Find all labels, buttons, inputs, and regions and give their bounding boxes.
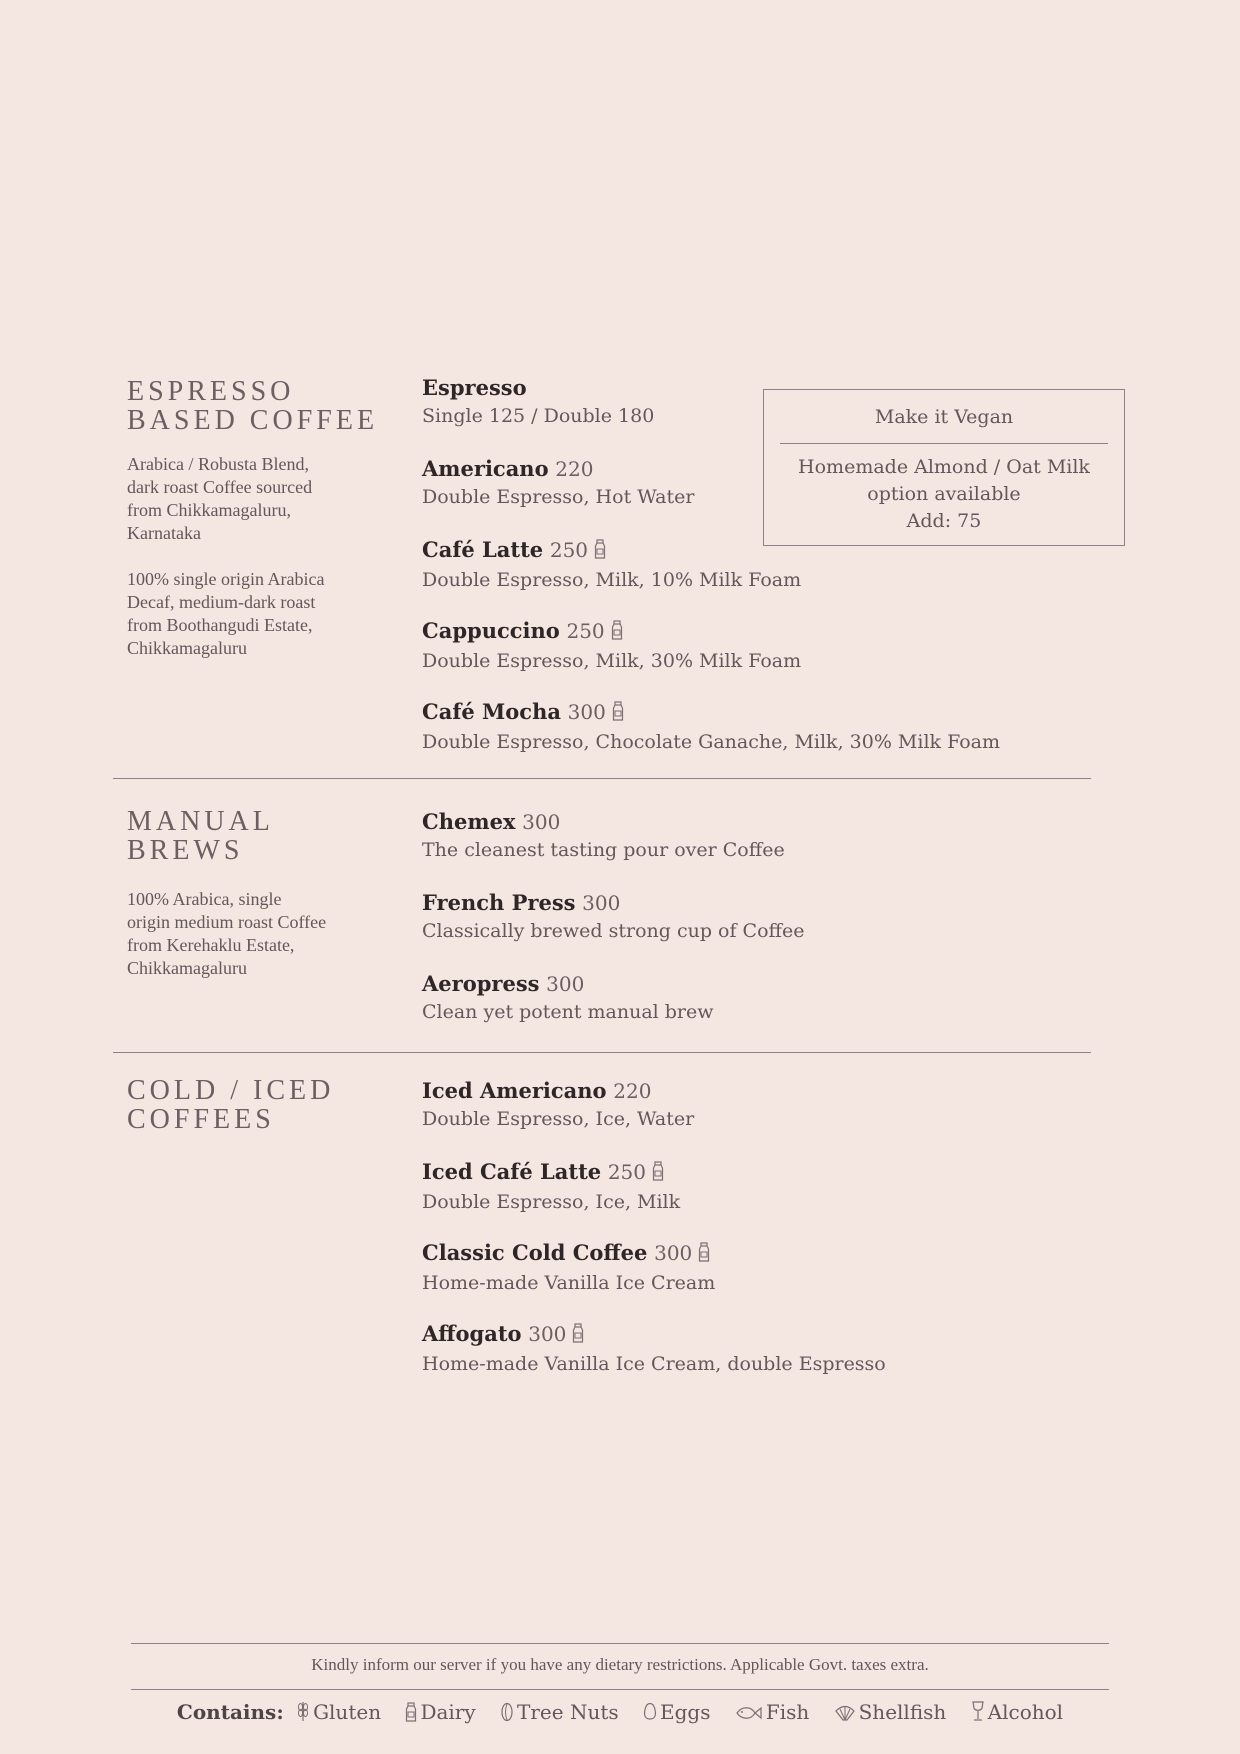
egg-icon <box>643 1702 657 1722</box>
section-divider <box>113 1052 1091 1053</box>
item-name: Café Latte <box>422 537 544 562</box>
menu-item <box>422 1239 1142 1320</box>
item-description: Double Espresso, Milk, 30% Milk Foam <box>422 650 802 672</box>
milk-bottle-icon <box>572 1322 584 1350</box>
menu-item <box>422 1077 1142 1158</box>
item-price: 300 <box>567 700 606 724</box>
item-description: Home-made Vanilla Ice Cream, double Espresso <box>422 1353 886 1375</box>
vegan-box-title: Make it Vegan <box>874 406 1014 428</box>
menu-item <box>422 1158 1142 1239</box>
allergen-fish: Fish <box>735 1700 809 1724</box>
milk-bottle-icon <box>594 538 606 566</box>
item-price: 300 <box>528 1322 567 1346</box>
menu-item <box>422 889 1142 970</box>
shell-icon <box>834 1704 856 1722</box>
wheat-icon <box>296 1700 310 1722</box>
vegan-box-divider <box>780 443 1108 444</box>
footer-bottom-rule <box>131 1689 1109 1690</box>
milk-bottle-icon <box>652 1160 664 1188</box>
item-name: Americano <box>422 456 549 481</box>
allergen-alcohol: Alcohol <box>971 1700 1063 1724</box>
item-price: 250 <box>549 538 589 562</box>
milk-bottle-icon <box>611 619 623 647</box>
item-name: Espresso <box>422 375 527 400</box>
milk-bottle-icon <box>612 700 624 728</box>
menu-item <box>422 698 1142 779</box>
item-name: Iced Café Latte <box>422 1159 602 1184</box>
item-description: Double Espresso, Chocolate Ganache, Milk, 30% Milk Foam <box>422 731 1001 753</box>
section-description: Arabica / Robusta Blend, dark roast Coffee sourced from Chikkamagaluru, Karnataka 100% single origin Arabica Decaf, medium-dark roast from Boothangudi Estate, Chikkamagaluru <box>127 454 325 658</box>
section-description: 100% Arabica, single origin medium roast Coffee from Kerehaklu Estate, Chikkamagaluru <box>127 889 327 978</box>
item-price: 250 <box>607 1160 647 1184</box>
item-description: Double Espresso, Hot Water <box>422 486 695 508</box>
allergen-eggs: Eggs <box>643 1700 710 1724</box>
section-heading: MANUAL BREWS <box>127 806 274 866</box>
menu-items <box>422 808 1142 1051</box>
allergen-legend <box>131 1700 1109 1724</box>
item-name: Iced Americano <box>422 1078 607 1103</box>
item-price: 300 <box>582 891 621 915</box>
footer-top-rule <box>131 1643 1109 1644</box>
item-price: 300 <box>522 810 561 834</box>
item-name: Affogato <box>422 1321 522 1346</box>
allergen-tree-nuts: Tree Nuts <box>500 1700 619 1724</box>
item-description: Double Espresso, Ice, Water <box>422 1108 695 1130</box>
item-description: Clean yet potent manual brew <box>422 1001 714 1023</box>
menu-item <box>422 808 1142 889</box>
item-name: Chemex <box>422 809 516 834</box>
milk-bottle-icon <box>405 1702 417 1722</box>
nut-icon <box>500 1702 514 1722</box>
item-description: Home-made Vanilla Ice Cream <box>422 1272 716 1294</box>
item-price: 300 <box>654 1241 693 1265</box>
allergen-dairy: Dairy <box>405 1700 475 1724</box>
allergen-gluten: Gluten <box>296 1700 381 1724</box>
item-name: Café Mocha <box>422 699 561 724</box>
item-name: Classic Cold Coffee <box>422 1240 648 1265</box>
item-name: Aeropress <box>422 971 540 996</box>
menu-item <box>422 970 1142 1051</box>
item-description: Classically brewed strong cup of Coffee <box>422 920 805 942</box>
item-description: The cleanest tasting pour over Coffee <box>422 839 785 861</box>
item-name: French Press <box>422 890 576 915</box>
item-price: 250 <box>566 619 605 643</box>
wine-glass-icon <box>971 1700 985 1722</box>
dietary-note: Kindly inform our server if you have any dietary restrictions. Applicable Govt. taxes extra. <box>311 1655 929 1674</box>
item-description: Double Espresso, Milk, 10% Milk Foam <box>422 569 802 591</box>
item-name: Cappuccino <box>422 618 560 643</box>
allergen-shellfish: Shellfish <box>834 1700 947 1724</box>
menu-item <box>422 617 1142 698</box>
item-description: Single 125 / Double 180 <box>422 405 655 427</box>
vegan-box-body: Homemade Almond / Oat Milk option available Add: 75 <box>798 456 1090 532</box>
section-divider <box>113 778 1091 779</box>
section-heading: ESPRESSO BASED COFFEE <box>127 376 379 436</box>
menu-item <box>422 536 1142 617</box>
item-price: 220 <box>613 1079 652 1103</box>
item-price: 300 <box>546 972 585 996</box>
contains-label: Contains: <box>176 1700 284 1724</box>
menu-item <box>422 1320 1142 1401</box>
menu-items <box>422 1077 1142 1401</box>
fish-icon <box>735 1704 763 1722</box>
section-heading: COLD / ICED COFFEES <box>127 1075 335 1135</box>
milk-bottle-icon <box>698 1241 710 1269</box>
vegan-option-box <box>763 389 1125 546</box>
item-price: 220 <box>555 457 594 481</box>
item-description: Double Espresso, Ice, Milk <box>422 1191 681 1213</box>
